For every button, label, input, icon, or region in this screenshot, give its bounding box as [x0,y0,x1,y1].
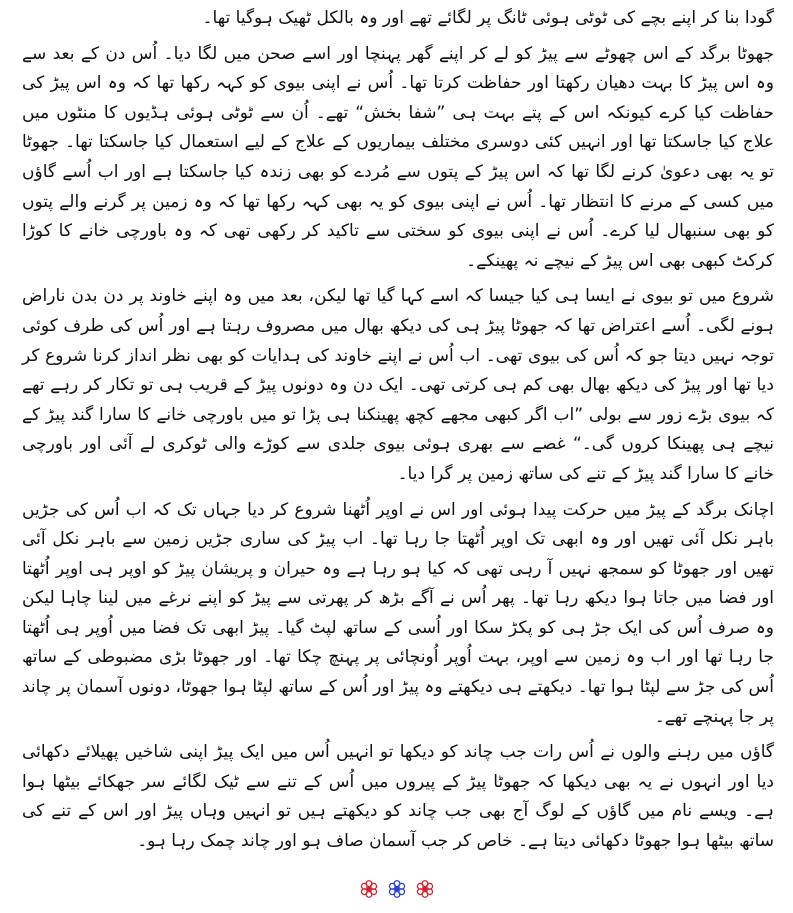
flower-ornament-icon [360,880,378,898]
end-ornaments [0,880,793,898]
paragraph-1: گودا بنا کر اپنے بچے کی ٹوٹی ہوئی ٹانگ پر لگائے تھے اور وہ بالکل ٹھیک ہوگیا تھا۔ [202,8,774,28]
story-page [22,4,774,863]
paragraph-3: شروع میں تو بیوی نے ایسا ہی کیا جیسا کہ اسے کہا گیا تھا لیکن، بعد میں وہ اپنے خاوند پر دن بدن ناراض ہونے لگی۔ اُسے اعتراض تھا کہ جھوٹا پیڑ ہی کی دیکھ بھال میں مصروف رہتا ہے اور اُس کی طرف کوئی توجہ نہیں دیتا جو کہ اُس کی بیوی تھی۔ اب اُس نے اپنے خاوند کی ہدایات کو بھی نظر انداز کرنا شروع کر دیا تھا اور پیڑ کی دیکھ بھال بھی کم ہی کرتی تھی۔ ایک دن وہ دونوں پیڑ کے قریب ہی تو تکار کر رہے تھے کہ بیوی بڑے زور سے بولی ”اب اگر کبھی مجھے کچھ پھینکنا ہی پڑا تو میں باورچی خانے کا سارا گند پیڑ کے نیچے ہی پھینکا کروں گی۔“ غصے سے بھری ہوئی بیوی جلدی سے کوڑے والی ٹوکری لے آئی اور باورچی خانے کا سارا گند پیڑ کے تنے کی ساتھ زمین پر گرا دیا۔ [22,286,774,484]
flower-petals [361,881,376,898]
flower-ornament-icon [416,880,434,898]
flower-ornament-icon [388,880,406,898]
paragraph-4: اچانک برگد کے پیڑ میں حرکت پیدا ہوئی اور اس نے اوپر اُٹھنا شروع کر دیا جہاں تک کہ اب اُس کی جڑیں باہر نکل آئی تھیں اور وہ ابھی تک اوپر اُٹھتا جا رہا تھا۔ اب پیڑ کی ساری جڑیں زمین سے باہر نکل آئی تھیں اور جھوٹا کو سمجھ نہیں آ رہی تھی کہ کیا ہو رہا ہے وہ حیران و پریشان پیڑ کو اوپر ہی اوپر اُٹھتا اور فضا میں جاتا ہوا دیکھ رہا تھا۔ پھر اُس نے آگے بڑھ کر پھرتی سے پیڑ کو اپنے نرغے میں لینا چاہا لیکن وہ صرف اُس کی ایک جڑ ہی کو پکڑ سکا اور اُسی کے ساتھ لپٹ گیا۔ پیڑ ابھی تک فضا میں اُوپر ہی اُٹھتا جا رہا تھا اور اب وہ زمین سے اوپر، بہت اُوپر اُونچائی پر پہنچ چکا تھا۔ اور جھوٹا بڑی مضبوطی کے ساتھ اُس کی جڑ سے لپٹا ہوا تھا۔ دیکھتے ہی دیکھتے وہ پیڑ اور اُس کے ساتھ لپٹا ہوا جھوٹا، دونوں آسمان پر چاند پر جا پہنچے تھے۔ [22,499,774,727]
flower-petals [417,881,432,898]
flower-petals [389,881,404,898]
paragraph-2: جھوٹا برگد کے اس چھوٹے سے پیڑ کو لے کر اپنے گھر پہنچا اور اسے صحن میں لگا دیا۔ اُس دن کے بعد سے وہ اس پیڑ کا بہت دھیان رکھتا اور حفاظت کرتا تھا۔ اُس نے اپنی بیوی کو کہہ رکھا تھا کہ وہ اس پیڑ کی حفاظت کیا کرے کیونکہ اس کے پتے بہت ہی ”شفا بخش“ تھے۔ اُن سے ٹوٹی ہوئی ہڈیوں کا منٹوں میں علاج کیا جاسکتا تھا اور انہیں کئی دوسری مختلف بیماریوں کے علاج کے لیے استعمال کیا جاسکتا تھا۔ جھوٹا تو یہ بھی دعویٰ کرنے لگا تھا کہ اس پیڑ کے پتوں سے مُردے کو بھی زندہ کیا جاسکتا ہے اور اب اُسے گاؤں میں کسی کے مرنے کا انتظار تھا۔ اُس نے اپنی بیوی کو یہ بھی کہہ رکھا تھا کہ وہ زمین پر گرنے والے پتوں کو بھی سنبھال لیا کرے۔ اُس نے اپنی بیوی کو سختی سے تاکید کر رکھی تھی کہ وہ باورچی خانے کا کوڑا کرکٹ کبھی بھی اس پیڑ کے نیچے نہ پھینکے۔ [22,43,774,271]
paragraph-5: گاؤں میں رہنے والوں نے اُس رات جب چاند کو دیکھا تو انہیں اُس میں ایک پیڑ اپنی شاخیں پھیلائے دکھائی دیا اور انہوں نے یہ بھی دیکھا کہ جھوٹا پیڑ کے پیروں میں اُس کے تنے سے ٹیک لگائے سر جھکائے بیٹھا ہوا ہے۔ ویسے نام میں گاؤں کے لوگ آج بھی جب چاند کو دیکھتے ہیں تو انہیں وہاں پیڑ اور اس کے تنے کی ساتھ بیٹھا ہوا جھوٹا دکھائی دیتا ہے۔ خاص کر جب آسمان صاف ہو اور چاند چمک رہا ہو۔ [22,742,774,852]
